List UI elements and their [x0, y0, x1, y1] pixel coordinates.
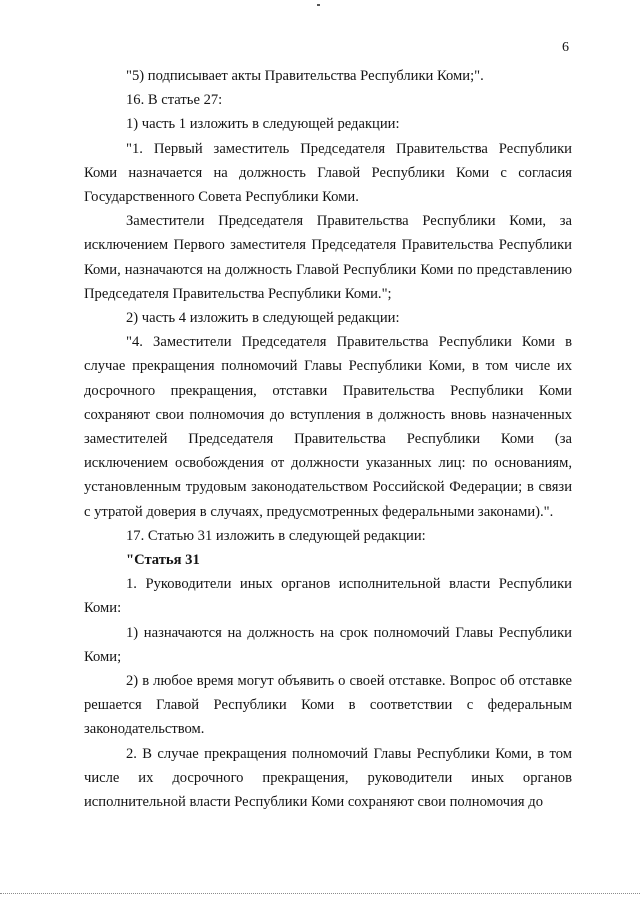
page-number: 6 [562, 40, 569, 55]
footer-divider [0, 893, 640, 894]
paragraph-part-4-intro: 2) часть 4 изложить в следующей редакции: [126, 310, 400, 327]
paragraph-item-5: "5) подписывает акты Правительства Республики Коми;". [126, 68, 484, 84]
paragraph-article-31-item-2: 2) в любое время могут объявить о своей отставке. Вопрос об отставке решается Главой Республики Коми в соответствии с федеральным законодательством. [84, 673, 572, 738]
article-31-heading: "Статья 31 [126, 552, 200, 569]
paragraph-part-1-intro: 1) часть 1 изложить в следующей редакции: [126, 116, 400, 133]
paragraph-section-16: 16. В статье 27: [126, 92, 223, 109]
paragraph-article-31-part-2: 2. В случае прекращения полномочий Главы Республики Коми, в том числе их досрочного прекращения, руководители иных органов исполнительной власти Республики Коми сохраняют свои полномочия до [84, 745, 572, 811]
paragraph-part-1-text: "1. Первый заместитель Председателя Правительства Республики Коми назначается на должность Главой Республики Коми с согласия Государственного Совета Республики Коми. [84, 140, 572, 206]
document-body [84, 64, 572, 814]
paragraph-part-4-text: "4. Заместители Председателя Правительства Республики Коми в случае прекращения полномочий Главы Республики Коми, в том числе их досрочного прекращения, отставки Правительства Республики Коми сохраняют свои полномочия до вступления в должность вновь назначенных заместителей Председателя Правительства Республики Коми (за исключением освобождения от должности указанных лиц: по основаниям, установленным трудовым законодательством Российской Федерации; в связи с утратой доверия в случаях, предусмотренных федеральными законами).". [84, 334, 572, 520]
paragraph-deputies: Заместители Председателя Правительства Республики Коми, за исключением Первого заместителя Председателя Правительства Республики Коми, назначаются на должность Главой Республики Коми по представлению Председателя Правительства Республики Коми."; [84, 213, 572, 302]
paragraph-section-17: 17. Статью 31 изложить в следующей редакции: [126, 527, 426, 544]
paragraph-article-31-part-1: 1. Руководители иных органов исполнительной власти Республики Коми: [84, 576, 572, 617]
paragraph-article-31-item-1: 1) назначаются на должность на срок полномочий Главы Республики Коми; [84, 624, 572, 665]
scan-mark [317, 4, 320, 6]
